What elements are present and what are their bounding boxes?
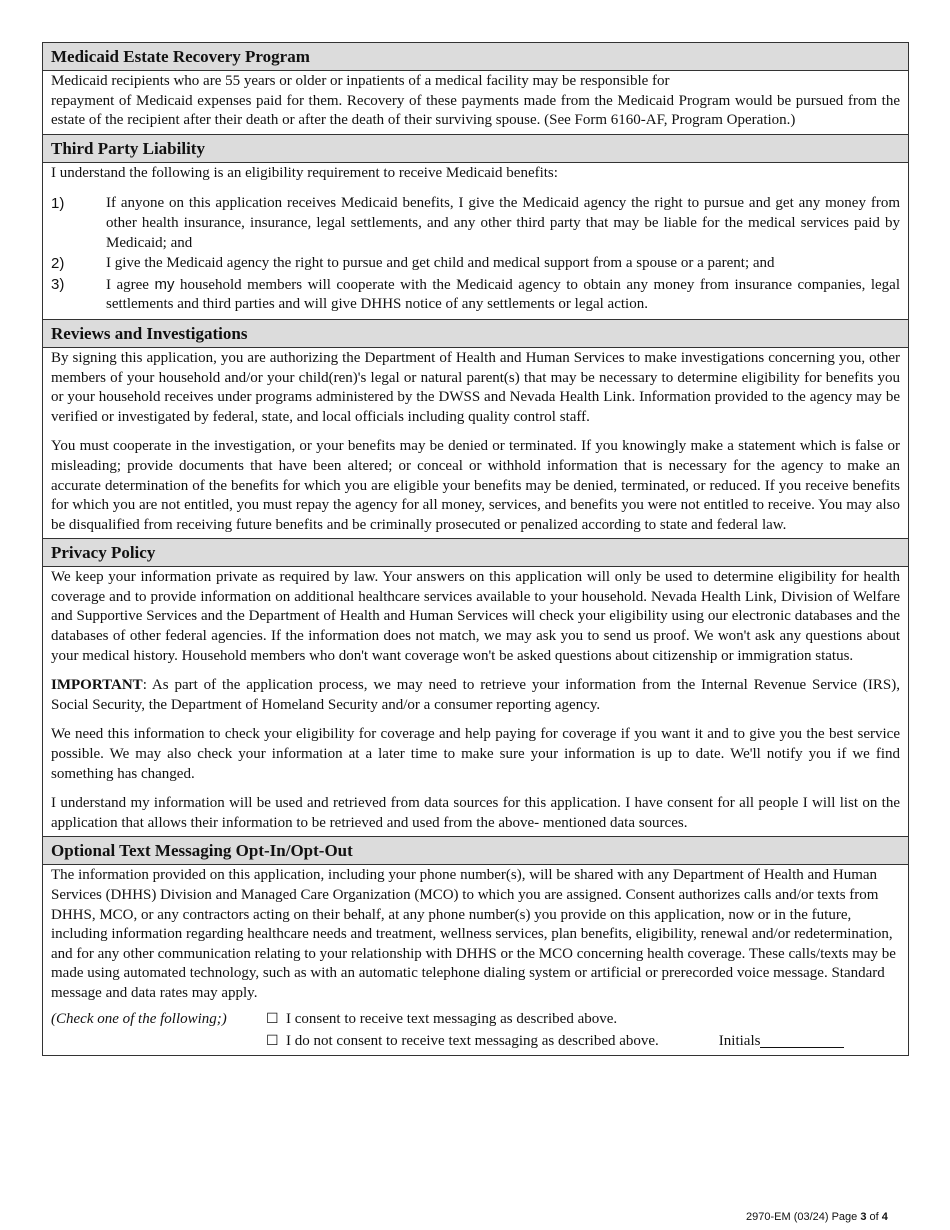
privacy-paragraph-4: I understand my information will be used and retrieved from data sources for this application. I have consent for all people I will list on the application that allows their information to be retrieved and used from the above- mentioned data sources. bbox=[51, 795, 900, 831]
check-instruction: (Check one of the following;) bbox=[51, 1010, 227, 1027]
third-party-intro: I understand the following is an eligibility requirement to receive Medicaid benefits: bbox=[51, 164, 558, 181]
page-of: of bbox=[869, 1211, 879, 1223]
section-title-reviews-investigations: Reviews and Investigations bbox=[43, 319, 908, 347]
list-item-number: 3) bbox=[51, 275, 65, 293]
section-title-privacy-policy: Privacy Policy bbox=[43, 538, 908, 566]
consent-checkbox[interactable]: ☐ bbox=[266, 1010, 279, 1027]
list-item-text bbox=[106, 275, 900, 315]
list-item bbox=[51, 194, 900, 253]
important-label: IMPORTANT bbox=[51, 677, 143, 694]
reviews-paragraph-2: You must cooperate in the investigation, or your benefits may be denied or terminated. If you knowingly make a statement which is false or misleading; provide documents that have been altered; or conceal or withhold information that is necessary for the agency to make an accurate determination of the benefits for which you are eligible your benefits may be denied, terminated, or reduced. If you receive benefits for which you are not entitled, you must repay the agency for all money, services, and benefits you were not entitled to receive. You may also be disqualified from receiving future benefits and be criminally prosecuted or penalized according to state and federal law. bbox=[51, 438, 900, 533]
list-item-number: 2) bbox=[51, 255, 65, 273]
section-body-reviews-investigations bbox=[43, 347, 908, 538]
privacy-paragraph-3: We need this information to check your eligibility for coverage and help paying for coverage if you want it and to give you the best service possible. We may also check your information at a later time to make sure your information is up to date. We'll notify you if we find something has changed. bbox=[51, 726, 900, 782]
page-footer bbox=[746, 1211, 888, 1223]
list-item-text: If anyone on this application receives Medicaid benefits, I give the Medicaid agency the right to pursue and get any money from other health insurance, insurance, legal settlements, and any other third party that may be liable for the medical services paid by Medicaid; and bbox=[106, 195, 900, 251]
form-page bbox=[42, 42, 909, 1056]
estate-line-1: Medicaid recipients who are 55 years or older or inpatients of a medical facility may be responsible for bbox=[51, 73, 670, 89]
page-total: 4 bbox=[881, 1211, 888, 1223]
third-party-list bbox=[51, 194, 900, 315]
consent-options bbox=[266, 1008, 908, 1052]
list-item-text-suffix: household members will cooperate with the Medicaid agency to obtain any money from insurance companies, legal settlements and third parties and will give DHHS notice of any settlements or legal action. bbox=[106, 276, 901, 313]
initials-label: Initials bbox=[718, 1032, 761, 1049]
no-consent-option[interactable] bbox=[266, 1030, 908, 1052]
section-body-estate-recovery bbox=[43, 70, 908, 134]
section-body-privacy-policy bbox=[43, 566, 908, 836]
no-consent-option-label: I do not consent to receive text messaging as described above. bbox=[286, 1032, 659, 1049]
consent-option-label: I consent to receive text messaging as described above. bbox=[286, 1010, 618, 1027]
privacy-paragraph-1: We keep your information private as required by law. Your answers on this application will only be used to determine eligibility for health coverage and to provide information on additional healthcare services available to your household. Nevada Health Link, Division of Welfare and Supportive Services and the Department of Health and Human Services will check your eligibility using our electronic databases and the databases of other federal agencies. If the information does not match, we may ask you to send us proof. We won't ask any questions about your medical history. Household members who don't want coverage won't be asked questions about citizenship or immigration status. bbox=[51, 569, 900, 664]
list-item bbox=[51, 254, 900, 274]
consent-option[interactable] bbox=[266, 1008, 908, 1030]
privacy-paragraph-2 bbox=[51, 676, 900, 715]
section-body-text-messaging bbox=[43, 864, 908, 1054]
initials-field[interactable] bbox=[760, 1033, 844, 1048]
list-item-text: I give the Medicaid agency the right to pursue and get child and medical support from a spouse or a parent; and bbox=[106, 255, 775, 272]
list-item-text-prefix: I agree bbox=[106, 276, 149, 293]
text-messaging-paragraph: The information provided on this application, including your phone number(s), will be shared with any Department of Health and Human Services (DHHS) Division and Managed Care Organization (MCO) to which you are assigned. Consent authorizes calls and/or texts from DHHS, MCO, or any contractors acting on their behalf, at any phone number(s) you provide on this application, now or in the future, including information regarding healthcare needs and treatment, wellness services, plan benefits, eligibility, renewal and/or redetermination, and for any other communication relating to your relationship with DHHS or the MCO concerning health coverage. These calls/texts may be made using automated technology, such as with an automatic telephone dialing system or artificial or prerecorded voice message. Standard message and data rates may apply. bbox=[51, 867, 896, 1001]
privacy-paragraph-2-text: : As part of the application process, we may need to retrieve your information from the Internal Revenue Service (IRS), Social Security, the Department of Homeland Security and/or a consumer reporting agency. bbox=[51, 677, 900, 713]
estate-line-2: repayment of Medicaid expenses paid for them. Recovery of these payments made from the Medicaid Program would be pursued from the estate of the recipient after their death or after the death of their surviving spouse. (See Form 6160-AF, Program Operation.) bbox=[51, 92, 900, 129]
list-item-text-my: my bbox=[154, 275, 175, 293]
form-id: 2970-EM (03/24) Page bbox=[746, 1211, 858, 1223]
section-title-text-messaging: Optional Text Messaging Opt-In/Opt-Out bbox=[43, 836, 908, 864]
section-title-third-party-liability: Third Party Liability bbox=[43, 134, 908, 162]
no-consent-checkbox[interactable]: ☐ bbox=[266, 1032, 279, 1049]
list-item bbox=[51, 275, 900, 315]
section-body-third-party-liability bbox=[43, 162, 908, 319]
section-title-estate-recovery: Medicaid Estate Recovery Program bbox=[43, 43, 908, 70]
reviews-paragraph-1: By signing this application, you are authorizing the Department of Health and Human Services to make investigations concerning you, other members of your household and/or your child(ren)'s legal or natural parent(s) that may be necessary to determine eligibility for benefits you or your household receives under programs administered by the DWSS and Nevada Health Link. Information provided to the agency may be verified or investigated by federal, state, and local officials including quality control staff. bbox=[51, 349, 900, 425]
page-number: 3 bbox=[860, 1211, 867, 1223]
list-item-number: 1) bbox=[51, 195, 65, 213]
consent-choice-row bbox=[51, 1008, 908, 1052]
